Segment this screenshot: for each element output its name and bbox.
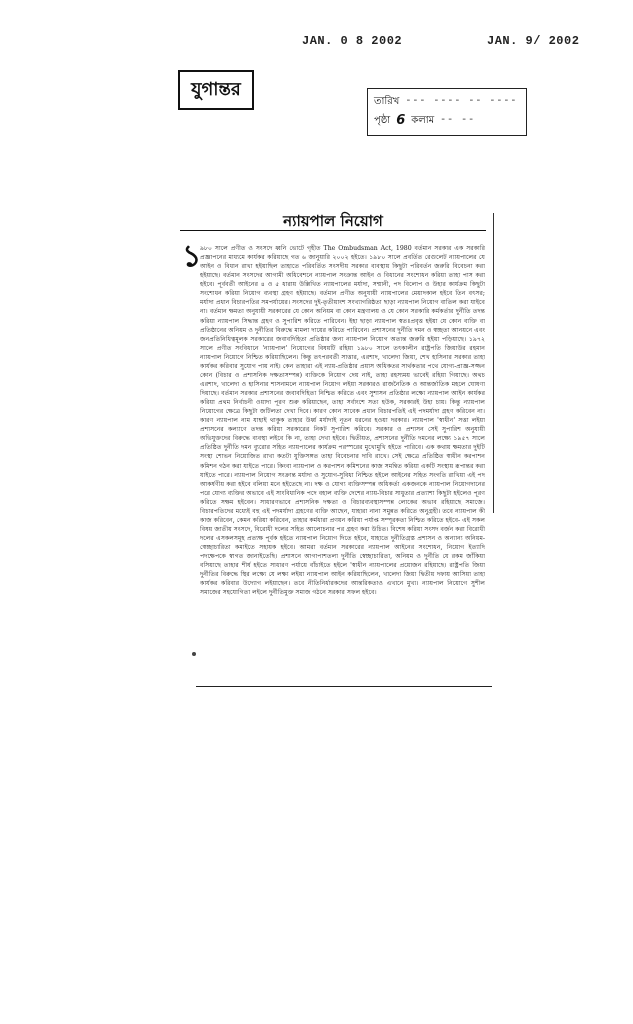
date-stamp-right: JAN. 9/ 2002 xyxy=(487,34,580,48)
article-drop-cap: ১ xyxy=(182,239,202,274)
register-date-label: তারিখ xyxy=(374,96,400,107)
register-page-row xyxy=(374,111,520,130)
newspaper-logo: যুগান্তর xyxy=(178,70,254,110)
clipping-register-box xyxy=(367,88,527,136)
article-headline: ন্যায়পাল নিয়োগ xyxy=(180,212,486,230)
register-date-value: --- ---- -- ---- xyxy=(405,96,518,107)
article-end-rule xyxy=(196,686,492,687)
date-stamp-left: JAN. 0 8 2002 xyxy=(302,34,403,48)
register-page-label: পৃষ্ঠা xyxy=(374,115,391,126)
register-date-row xyxy=(374,92,520,111)
article-body: ৯৮০ সালে প্রণীত ও সংসদে ধ্বনি ভোটে গৃহীত The Ombudsman Act, 1980 বর্তমান সরকার এক সরকারি প্রজ্ঞাপনের মাধ্যমে কার্যকর করিয়াছে গত ৬ জানুয়ারি ২০০২ হইতে। ১৯৮০ সালে প্রবর্তিত রেগুলেট ন্যায়পালের যে আইন ও বিধান রাখা হইয়াছিল তাহাতে পরিবর্তিত সংসদীয় সরকার ব্যবস্থায় কিছুটা পরিবর্তন জরুরি বিবেচনা করা হইয়াছে। বর্তমান সংসদের আগামী অধিবেশনে ন্যায়পাল সংক্রান্ত আইন ও বিধানের সংশোধন করিয়া তাহা পাস করা হইবে। পূর্ববর্তী আইনের ৪ ও ৫ ধারায় উল্লিখিত ন্যায়পালের মর্যাদা, সম্মানী, পদ বিলোপ ও উহার কার্যক্রম কিছুটা সংশোধন করিয়া নিয়োগ ব্যবস্থা গ্রহণ হইয়াছে। বর্তমান প্রণীত অনুযায়ী ন্যায়পালের মেয়াদকাল হইবে তিন বৎসর; মর্যাদা প্রধান বিচারপতির সমপর্যায়ের। সংসদের দুই-তৃতীয়াংশ সংখ্যাগরিষ্ঠতা ছাড়া ন্যায়পাল নিয়োগ বাতিল করা যাইবে না। বর্তমান ক্ষমতা অনুযায়ী সরকারের যে কোন অনিয়ম বা কোন মন্ত্রণালয় ও যে কোন সরকারি কর্মকর্তার দুর্নীতি তদন্ত করিয়া ন্যায়পাল সিদ্ধান্ত গ্রহণ ও সুপারিশ করিতে পারিবেন। ইহা ছাড়া ন্যায়পাল স্বতঃপ্রবৃত্ত হইয়া যে কোন ব্যক্তি বা প্রতিষ্ঠানের অনিয়ম ও দুর্নীতির বিরুদ্ধে মামলা দায়ের করিতে পারিবেন। প্রশাসনের দুর্নীতি দমন ও স্বচ্ছতা আনয়নে এবং জনপ্রতিনিধিত্বমূলক সরকারের জবাবদিহিতা প্রতিষ্ঠার জন্য ন্যায়পাল নিয়োগ অত্যন্ত জরুরি হইয়া পড়িয়াছে। ১৯৭২ সালে প্রণীত সংবিধানে 'ন্যায়পাল' নিয়োগের বিষয়টি রহিয়া ১৯৮০ সালে তৎকালীন রাষ্ট্রপতি জিয়াউর রহমান ন্যায়পাল নিয়োগে নিশ্চিত করিয়াছিলেন। কিন্তু তৎপরবর্তী সাত্তার, এরশাদ, খালেদা জিয়া, শেখ হাসিনার সরকার তাহা কার্যকর করিবার সুযোগ পায় নাই। কেন তাহারা এই ন্যায়-প্রতিষ্ঠার প্রয়াস অধিকতর সার্থকতার পথে যোগ্য-প্রাজ্ঞ-সজ্জন কোন (বিচার ও প্রশাসনিক দক্ষতাসম্পন্ন) ব্যক্তিকে নিয়োগ দেয় নাই, তাহা রহস্যময় ভাবেই রহিয়া গিয়াছে। অথচ এরশাদ, খালেদা ও হাসিনার শাসনামলে ন্যায়পাল নিয়োগ লইয়া সরকারও রাজনৈতিক ও আন্তর্জাতিক মহলে ঘোষণা দিয়াছে। বর্তমান সরকার প্রশাসনের জবাবদিহিতা নিশ্চিত করিতে এবং সুশাসন প্রতিষ্ঠার লক্ষ্যে ন্যায়পাল আইন কার্যকর করিয়া প্রথম নির্বাচনী ওয়াদা পূরণ শুরু করিয়াছেন, তাহা সর্বাংশে সত্য হউক, সরকারই উহা চায়। কিন্তু ন্যায়পাল নিয়োগের ক্ষেত্রে কিছুটা জটিলতা দেখা দিবে। কারণ কোন সাবেক প্রধান বিচারপতিই এই পদমর্যাদা গ্রহণ করিবেন না। কারণ ন্যায়পাল নাম যাহাই থাকুক তাহার উর্ধ্ব মর্যাদাই নূতন ধরনের হওয়া দরকার। ন্যায়পাল 'স্বাধীন' সত্তা লইয়া প্রশাসনের কল্যাণে তদন্ত করিয়া সরকারের নিকট সুপারিশ করিবে। সরকার ও প্রশাসন সেই সুপারিশ অনুযায়ী অভিযুক্তদের বিরুদ্ধে ব্যবস্থা লইবে কি না, তাহা দেখা হইবে। দ্বিতীয়ত, প্রশাসনের দুর্নীতি দমনের লক্ষ্যে ১৯৫৭ সালে প্রতিষ্ঠিত দুর্নীতি দমন ব্যুরোর সহিত ন্যায়পালের কার্যক্রম পরস্পরের মুখোমুখি হইতে পারিবে। এক কথায় ক্ষমতার দুইটি সংস্থা শোভন নিয়োজিত রাখা কতটা যুক্তিসঙ্গত তাহা বিবেচনার দাবি রাখে। সেই ক্ষেত্রে প্রতিষ্ঠিত স্বাধীন করপাশন কমিশন গঠন করা যাইতে পারে। কিংবা ন্যায়পাল ও করপাশন কমিশনের কাজ সমন্বিত করিয়া একটি সংস্থায় রূপান্তর করা যাইতে পারে। ন্যায়পাল নিয়োগ সংক্রান্ত মর্যাদা ও সুযোগ-সুবিধা নিশ্চিত হইলে আইনের সহিত সংগতি রাখিয়া এই পদ আকর্ষণীয় করা হইবে বলিয়া মনে হইতেছে না। দক্ষ ও যোগ্য ব্যক্তিসম্পন্ন অধিকর্তা একজনকে ন্যায়পাল নিয়োগদানের পরে যোগ্য ব্যক্তির অভাবে এই সাংবিধানিক পদে বহাল ব্যক্তি দেশের ন্যায়-বিচার সাধুতার প্রত্যাশা কিছুটা হইলেও পূরণ করিতে সক্ষম হইবেন। সাধারণভাবে প্রশাসনিক দক্ষতা ও বিচারব্যবস্থাসম্পন্ন লোকের অভাব রহিয়াছে সমাজে। বিচারপতিদের মধ্যেই বহু এই পদমর্যাদা গ্রহণের ব্যক্তি আছেন, যাহারা নানা সমুন্নত করিতে অনুগ্রহী। তবে ন্যায়পাল কী কাজ করিবেন, কেমন করিয়া করিবেন, তাহার কর্মধারা প্রণয়ন করিয়া পর্যাপ্ত সম্পূরকতা নিশ্চিত করিতে হইবে- এই সকল বিষয় জাতীয় সংসদে, বিরোধী দলের সহিত আলোচনার পর গ্রহণ করা উচিত। বিশেষ করিয়া সংসদ বর্জন করা বিরোধী দলের এসকলসমূহ প্রত্যক্ষ পূর্বক হইতে ন্যায়পাল নিয়োগ দিতে হইবে, যাহাতে দুর্নীতিগ্রস্ত প্রশাসন ও অন্যান্য অনিয়ম-স্বেচ্ছাচারিতা কমাইতে সহায়ক হইবে। আমরা বর্তমান সরকারের ন্যায়পাল আইনের সংশোধন, নিয়োগ ইত্যাদি পদক্ষেপকে স্বাগত জানাইতেছি। প্রশাসনে আগাপাশতলা দুর্নীতি স্বেচ্ছাচারিতা, অনিয়ম ও দুর্নীতি যে রকম জাঁকিয়া বসিয়াছে তাহার শীর্ষ হইতে সাধারণ পর্যায়ে বাঁচাইতে হইলে 'স্বাধীন ন্যায়পালের প্রয়োজন রহিয়াছে। রাষ্ট্রপতি জিয়া দুর্নীতির বিরুদ্ধে স্থির লক্ষ্যে যে লক্ষ্য লইয়া ন্যায়পাল আইন করিয়াছিলেন, খালেদা জিয়া দ্বিতীয় দফায় আসিয়া তাহা কার্যকর করিবার উদ্যোগ লইয়াছেন। তবে নীতিনির্ধারকদের আন্তরিকতাও এখানে মুখ্য। ন্যায়পাল নিয়োগে সুশীল সমাজের সহযোগিতা লইলে দুর্নীতিমুক্ত সমাজ গঠনে সরকার সফল হইবে। xyxy=(200,245,485,597)
register-column-value: -- -- xyxy=(440,115,476,126)
margin-mark xyxy=(192,652,196,656)
register-column-label: কলাম xyxy=(411,115,435,126)
register-page-value: 6 xyxy=(396,113,406,128)
